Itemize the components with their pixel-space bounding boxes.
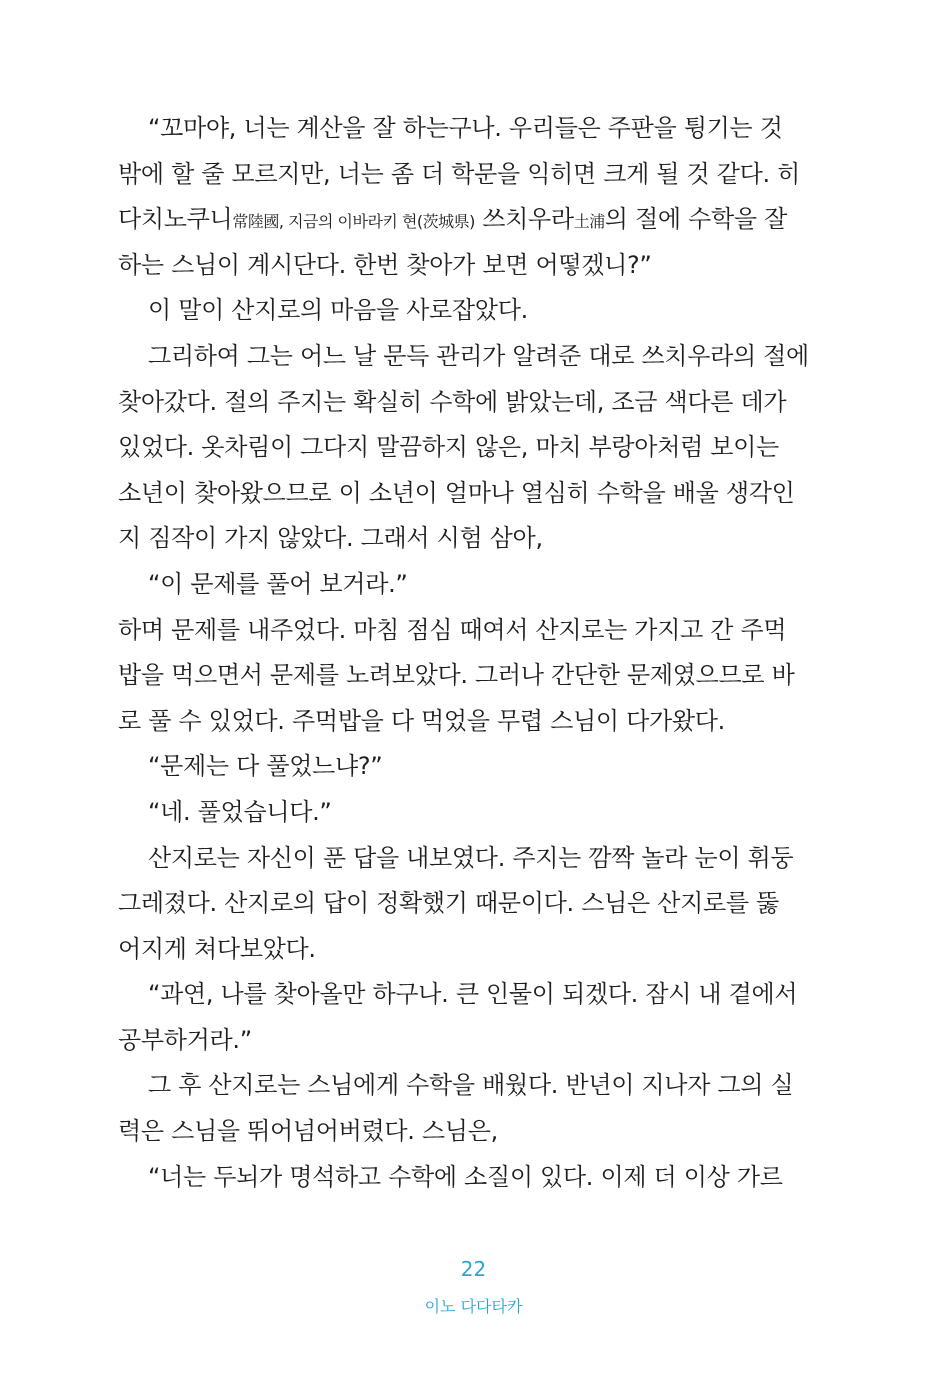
text-line: 하는 스님이 계시단다. 한번 찾아가 보면 어떻겠니?” <box>118 250 652 279</box>
text-line: 력은 스님을 뛰어넘어버렸다. 스님은, <box>118 1117 498 1146</box>
text-line: “꼬마야, 너는 계산을 잘 하는구나. 우리들은 주판을 튕기는 것 <box>148 114 783 142</box>
text-segment: 의 절에 수학을 잘 <box>604 205 787 234</box>
annotation-note: 常陸國, 지금의 이바라키 현(茨城県) <box>232 212 475 232</box>
text-line: 하며 문제를 내주었다. 마침 점심 때여서 산지로는 가지고 간 주먹 <box>118 615 787 644</box>
text-line: 밖에 할 줄 모르지만, 너는 좀 더 학문을 익히면 크게 될 것 같다. 히 <box>118 159 801 188</box>
text-segment: 쓰치우라 <box>474 205 574 234</box>
text-line: 그리하여 그는 어느 날 문득 관리가 알려준 대로 쓰치우라의 절에 <box>148 341 809 370</box>
text-line <box>118 197 787 243</box>
running-footer-title: 이노 다다타카 <box>424 1297 523 1316</box>
text-line: “너는 두뇌가 명석하고 수학에 소질이 있다. 이제 더 이상 가르 <box>148 1162 783 1191</box>
text-line: 그레졌다. 산지로의 답이 정확했기 때문이다. 스님은 산지로를 뚫 <box>118 889 779 918</box>
page-number: 22 <box>460 1257 487 1281</box>
text-line: 이 말이 산지로의 마음을 사로잡았다. <box>148 296 528 325</box>
text-line: “과연, 나를 찾아올만 하구나. 큰 인물이 되겠다. 잠시 내 곁에서 <box>148 980 798 1009</box>
annotation-note: 土浦 <box>573 212 605 232</box>
text-line: 로 풀 수 있었다. 주먹밥을 다 먹었을 무렵 스님이 다가왔다. <box>118 706 725 735</box>
text-line: “네. 풀었습니다.” <box>148 797 332 826</box>
text-line: 산지로는 자신이 푼 답을 내보였다. 주지는 깜짝 놀라 눈이 휘둥 <box>148 843 794 872</box>
text-line: 지 짐작이 가지 않았다. 그래서 시험 삼아, <box>118 524 543 553</box>
text-line: “이 문제를 풀어 보거라.” <box>148 569 408 598</box>
text-line: 소년이 찾아왔으므로 이 소년이 얼마나 열심히 수학을 배울 생각인 <box>118 478 795 507</box>
text-line: 찾아갔다. 절의 주지는 확실히 수학에 밝았는데, 조금 색다른 데가 <box>118 387 787 416</box>
text-segment: 다치노쿠니 <box>118 205 233 234</box>
body-text <box>118 106 809 1200</box>
text-line: “문제는 다 풀었느냐?” <box>148 752 383 781</box>
text-line: 있었다. 옷차림이 그다지 말끔하지 않은, 마치 부랑아처럼 보이는 <box>118 433 779 462</box>
text-line: 어지게 쳐다보았다. <box>118 934 316 963</box>
text-line: 공부하거라.” <box>118 1025 252 1054</box>
text-line: 그 후 산지로는 스님에게 수학을 배웠다. 반년이 지나자 그의 실 <box>148 1071 794 1100</box>
text-line: 밥을 먹으면서 문제를 노려보았다. 그러나 간단한 문제였으므로 바 <box>118 661 795 690</box>
